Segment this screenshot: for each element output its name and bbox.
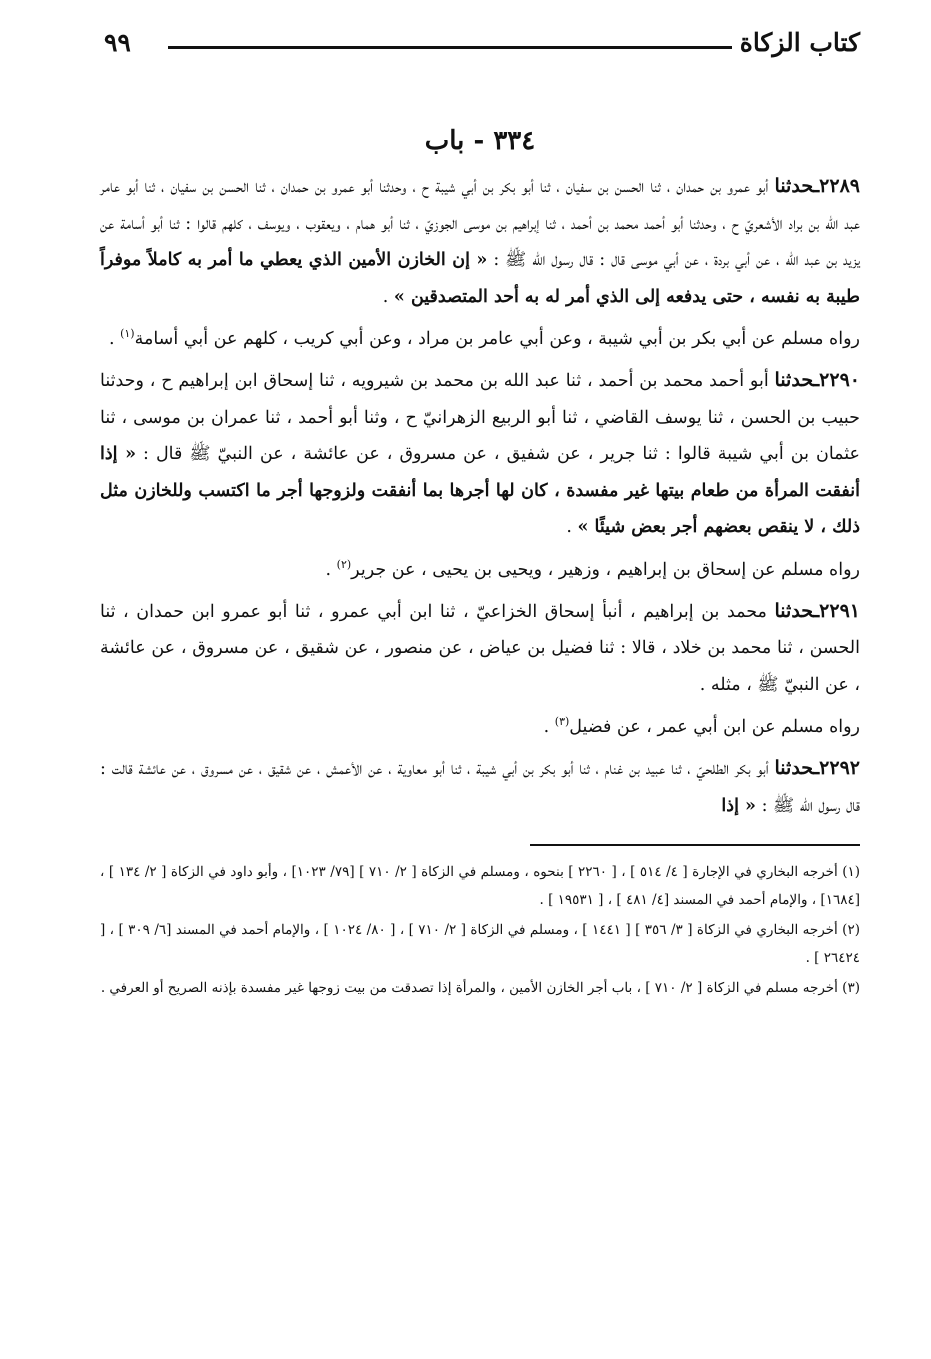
hadith-entry: ٢٢٨٩ـحدثنا أبو عمرو بن حمدان ، ثنا الحسن بن سفيان ، ثنا أبو بكر بن أبي شيبة ح ، وحدثنا أبو عمرو بن حمدان ، ثنا الحسن بن سفيان ، ثنا أبو عامر عبد الله بن براد الأشعريّ ح ، وحدثنا أبو أحمد محمد بن أحمد ، ثنا إبراهيم بن موسى الجوزيّ ، ثنا أبو همام ، ويعقوب ، ويوسف ، كلهم قالوا : ثنا أبو أسامة عن يزيد بن عبد الله ، عن أبي بردة ، عن أبي موسى قال : قال رسول الله ﷺ : « إن الخازن الأمين الذي يعطي ما أمر به كاملاً موفراً طيبة به نفسه ، حتى يدفعه إلى الذي أمر له به أحد المتصدقين » . xyxy=(100,175,860,307)
hadith-number: ٢٢٩١ xyxy=(819,599,860,622)
footnote-ref: (٢) xyxy=(336,557,352,571)
book-page xyxy=(100,20,860,1004)
hadith-entry: ٢٢٩١ـحدثنا محمد بن إبراهيم ، أنبأ إسحاق الخزاعيّ ، ثنا ابن أبي عمرو ، ثنا أبو عمرو ابن حمدان ، ثنا الحسن ، ثنا محمد بن خلاد ، قالا : ثنا فضيل بن عياض ، عن منصور ، عن شقيق ، عن مسروق ، عن عائشة ، عن النبيّ ﷺ ، مثله . xyxy=(100,599,860,695)
hadith-matn: « إذا xyxy=(721,795,756,816)
hadith-isnad: أبو بكر الطلحيّ ، ثنا عبيد بن غنام ، ثنا أبو بكر بن أبي شيبة ، ثنا أبو معاوية ، عن الأعمش ، عن شقيق ، عن مسروق ، عن عائشة قالت : قال رسول الله ﷺ : xyxy=(100,759,860,816)
hadith-isnad: أبو عمرو بن حمدان ، ثنا الحسن بن سفيان ، ثنا أبو بكر بن أبي شيبة ح ، وحدثنا أبو عمرو بن حمدان ، ثنا الحسن بن سفيان ، ثنا أبو عامر عبد الله بن براد الأشعريّ ح ، وحدثنا أبو أحمد محمد بن أحمد ، ثنا إبراهيم بن موسى الجوزيّ ، ثنا أبو همام ، ويعقوب ، ويوسف ، كلهم قالوا : ثنا أبو أسامة عن يزيد بن عبد الله ، عن أبي بردة ، عن أبي موسى قال : قال رسول الله ﷺ : xyxy=(100,177,860,270)
footnote-ref: (٣) xyxy=(554,715,570,729)
hadith-number: ٢٢٨٩ xyxy=(819,175,860,197)
footnote: (١) أخرجه البخاري في الإجارة [ ٤/ ٥١٤ ] ، [ ٢٢٦٠ ] بنحوه ، ومسلم في الزكاة [ ٢/ ٧١٠ ] [٧٩/ ١٠٢٣] ، وأبو داود في الزكاة [ ٢/ ١٣٤ ] ، [١٦٨٤] ، والإمام أحمد في المسند [٤/ ٤٨١ ] ، [ ١٩٥٣١ ] . xyxy=(100,864,861,908)
hadith-isnad: محمد بن إبراهيم ، أنبأ إسحاق الخزاعيّ ، ثنا ابن أبي عمرو ، ثنا أبو عمرو ابن حمدان ، ثنا الحسن ، ثنا محمد بن خلاد ، قالا : ثنا فضيل بن عياض ، عن منصور ، عن شقيق ، عن مسروق ، عن عائشة ، عن النبيّ ﷺ ، مثله . xyxy=(100,601,860,695)
hadith-isnad: أبو أحمد محمد بن أحمد ، ثنا عبد الله بن محمد بن شيرويه ، ثنا إسحاق ابن إبراهيم ح ، وحدثنا حبيب بن الحسن ، ثنا يوسف القاضي ، ثنا أبو الربيع الزهرانيّ ح ، وثنا أبو أحمد ، ثنا عمران بن موسى ، ثنا عثمان بن أبي شيبة قالوا : ثنا جرير ، عن شفيق ، عن مسروق ، عن عائشة ، عن النبيّ ﷺ قال : xyxy=(100,371,860,464)
hadith-number: ٢٢٩٢ xyxy=(819,757,860,779)
hadith-matn: « إن الخازن الأمين الذي يعطي ما أمر به كاملاً موفراً طيبة به نفسه ، حتى يدفعه إلى الذي أمر له به أحد المتصدقين » xyxy=(100,250,860,307)
header-rule xyxy=(168,46,732,49)
hadith-opening-word: حدثنا xyxy=(774,369,814,391)
hadith-entry: ٢٢٩٠ـحدثنا أبو أحمد محمد بن أحمد ، ثنا عبد الله بن محمد بن شيرويه ، ثنا إسحاق ابن إبراهيم ح ، وحدثنا حبيب بن الحسن ، ثنا يوسف القاضي ، ثنا أبو الربيع الزهرانيّ ح ، وثنا أبو أحمد ، ثنا عمران بن موسى ، ثنا عثمان بن أبي شيبة قالوا : ثنا جرير ، عن شفيق ، عن مسروق ، عن عائشة ، عن النبيّ ﷺ قال : « إذا أنفقت المرأة من طعام بيتها غير مفسدة ، كان لها أجرها بما أنفقت ولزوجها أجر ما اكتسب وللخازن مثل ذلك ، لا ينقص بعضهم أجر بعض شيئًا » . xyxy=(100,369,860,537)
chapter-title: ٣٣٤ - باب xyxy=(424,126,536,156)
footnote: (٢) أخرجه البخاري في الزكاة [ ٣/ ٣٥٦ ] [ ١٤٤١ ] ، ومسلم في الزكاة [ ٢/ ٧١٠ ] ، [ ٨٠/ ١٠٢٤ ] ، والإمام أحمد في المسند [٦/ ٣٠٩ ] ، [ ٢٦٤٢٤ ] . xyxy=(100,922,860,966)
hadith-opening-word: حدثنا xyxy=(774,757,814,779)
running-head xyxy=(100,20,860,68)
book-title: كتاب الزكاة xyxy=(739,28,860,57)
hadith-takhrij: رواه مسلم عن ابن أبي عمر ، عن فضيل$^{(٣)}$ . xyxy=(543,715,860,737)
hadith-opening-word: حدثنا xyxy=(774,599,814,622)
page-number: ٩٩ xyxy=(104,28,131,57)
hadith-takhrij: رواه مسلم عن إسحاق بن إبراهيم ، وزهير ، ويحيى بن يحيى ، عن جرير$^{(٢)}$ . xyxy=(325,557,860,580)
hadith-entry: ٢٢٩٢ـحدثنا أبو بكر الطلحيّ ، ثنا عبيد بن غنام ، ثنا أبو بكر بن أبي شيبة ، ثنا أبو معاوية ، عن الأعمش ، عن شقيق ، عن مسروق ، عن عائشة قالت : قال رسول الله ﷺ : « إذا xyxy=(100,757,860,816)
footnote-rule xyxy=(530,844,860,846)
hadith-number: ٢٢٩٠ xyxy=(819,369,860,391)
hadith-matn: « إذا أنفقت المرأة من طعام بيتها غير مفسدة ، كان لها أجرها بما أنفقت ولزوجها أجر ما اكتسب وللخازن مثل ذلك ، لا ينقص بعضهم أجر بعض شيئًا » xyxy=(100,444,860,537)
hadith-takhrij: رواه مسلم عن أبي بكر بن أبي شيبة ، وعن أبي عامر بن مراد ، وعن أبي كريب ، كلهم عن أبي أسامة$^{(١)}$ . xyxy=(108,327,860,349)
hadith-opening-word: حدثنا xyxy=(774,175,814,197)
footnote-ref: (١) xyxy=(120,327,135,341)
footnote: (٣) أخرجه مسلم في الزكاة [ ٢/ ٧١٠ ] ، باب أجر الخازن الأمين ، والمرأة إذا تصدقت من بيت زوجها غير مفسدة بإذنه الصريح أو العرفي . xyxy=(100,980,860,996)
footnotes xyxy=(100,858,860,1002)
